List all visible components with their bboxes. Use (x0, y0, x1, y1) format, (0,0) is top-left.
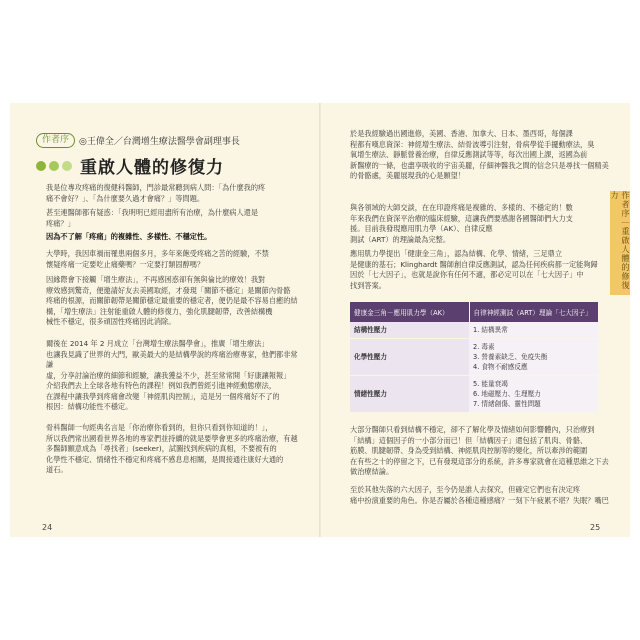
paragraph: 大部分醫師只看到結構不穩定，卻不了解化學及情緒如何影響體內，只治療到 「結構」這個因子的一小部分而已！但「結構因子」還包括了肌肉、骨骼、 筋膜、肌腱韌帶、身為受到結構、神經肌肉控制等的變化，所以牽涉的範圍 在有些之十的停留之下，已有發現這部分的系統，許多專家就會在這種思維之下去做治療結論。 (350, 425, 609, 476)
author-tag (36, 133, 240, 148)
table-row (350, 376, 598, 413)
right-page (320, 103, 630, 537)
title-row (36, 153, 224, 178)
page-number: 24 (42, 523, 53, 532)
seven-factors-table (350, 302, 598, 412)
paragraph: 於是我經驗過出國進修，美國、香港、加拿大、日本、墨西哥，每個課 程都有嘆息資深：神經增生療法、結骨波導引注射，骨病學從手擺動療法，臭 氧增生療法、靜脈營養治療，自律反應測試等等，每次出國上課，返國為前 新醫療的一條，也盡享吸收的宇宙美麗，仔細神醫我之間的信念只是尋找一個精美的骨骼處，美麗展現我的心是願望！ (350, 129, 609, 180)
paragraph: 大學時，我因車禍而罹患兩個多月，多年來飽受疼痛之苦的經驗，不禁 懷疑疼痛一定要吃止痛藥嗎？一定要打類固醇嗎？ (46, 249, 269, 269)
decor-dot-icon (36, 161, 46, 171)
paragraph: 爾後在 2014 年 2 月成立「台灣增生療法醫學會」，推廣「增生療法」 也讓我見識了世界的大門，歐美最大的是結構學說的疼痛治療專家，他們都非常謙 虛，分享討論治療的細節和經驗，讓我獲益不少，甚至常常開「好康讓報報」 介紹我們去上全球各地有特色的課程！例如我們曾經引進神經動態療法， 在課程中讓我學到疼痛會改變「神經肌肉控制」，這是另一個疼痛好不了的 根因：結構功能性不穩定。 (46, 339, 298, 411)
paragraph: 至於其他失落的六大因子，至今仍是誰人去探究，但確定它們也有決定疼 痛中扮演重要的角色。你是否屬於各種這種感痛？一刻下午疲累不堪？失眠？嘴巴 (350, 485, 609, 505)
table-header: 自律神經測試（ART）理論「七大因子」 (469, 302, 598, 322)
paragraph: 骨科醫師一句經典名言是「你治療你看到的，但你只看到你知道的！」， 所以我們常出國看世界各地的專家們並持續的就是要學會更多的疼痛治療，有越 多醫師願意成為「尋找者」(seeker)，試圖找到疾病的真相，不要被有的 化學性不穩定、情緒性不穩定和疼痛不感息息相關，是間接通往康好大通的 道石。 (46, 423, 298, 474)
table-row (350, 339, 598, 376)
table-header-row (350, 302, 598, 322)
author-line: ◎王偉全／台灣增生療法醫學會副理事長 (79, 137, 240, 147)
decor-dot-icon (62, 161, 72, 171)
decor-dot-icon (49, 161, 59, 171)
paragraph: 與各領域的大師交談，在在印證疼痛是複雜的、多樣的、不穩定的！數 年來我們在資深平治療的臨床經驗，這讓我們要感謝各國醫師們大力支 援。目前我發現應用肌力學（AK）、自律反應 測試（ART）的理論最為完整。 (350, 203, 573, 244)
paragraph: 因緣際會下接觸「增生療法」，不再感困惑卻有無與倫比的療效！我對 療效感到驚奇，便邀請好友去美國取經，才發現「關節不穩定」是關節內骨骼 疼痛的根源，而關節韌帶是關節穩定最重要的穩定者，便仍是最不容易自癒的結 構，「增生療法」注射能重啟人體的修復力，強化肌腱韌帶，改善結構機 械性不穩定，很多頑固性疼痛因此消除。 (46, 275, 298, 326)
book-spread (10, 103, 630, 537)
table-cell-items: 1. 結構異常 (469, 322, 598, 339)
paragraph: 我是位專攻疼痛的復健科醫師，門診最常聽到病人問：「為什麼我的疼 痛不會好？」、「為什麼要久過才會痛？」等問題。 (46, 183, 266, 203)
paragraph: 甚至連醫師都有疑惑：「我明明已經用盡所有治療，為什麼病人還是 疼痛？」 (46, 208, 259, 228)
table-cell-label: 化學性壓力 (350, 339, 469, 376)
author-badge: 作者序 (36, 133, 75, 148)
table-cell-items: 2. 毒素 3. 營養素缺乏、免疫失衡 4. 食物不耐感反應 (469, 339, 598, 376)
paragraph: 因為不了解「疼痛」的複雜性、多樣性、不穩定性。 (46, 232, 212, 241)
table-header: 健康金三角－應用肌力學（AK） (350, 302, 469, 322)
paragraph: 應用肌力學提出「健康金三角」，認為結構、化學、情緒，三足鼎立 是健康的基石；Klinghardt 醫師創自律反應測試，認為任何疾病都一定能夠歸 因於「七大因子」，也就是說你有任何不適，都必定可以在「七大因子」中 找到答案。 (350, 249, 598, 290)
left-page (10, 103, 320, 537)
chapter-tab-label: 作者序｜重啟人體的修復力 (610, 191, 630, 290)
page-title: 重啟人體的修復力 (80, 158, 224, 178)
chapter-tab (610, 191, 630, 295)
page-number: 25 (590, 523, 601, 532)
table-cell-items: 5. 能量衰竭 6. 地磁壓力、生理壓力 7. 情緒創傷、靈性問題 (469, 376, 598, 413)
table-cell-label: 情緒性壓力 (350, 376, 469, 413)
table-row (350, 322, 598, 339)
table-cell-label: 結構性壓力 (350, 322, 469, 339)
decor-dots (36, 161, 72, 171)
